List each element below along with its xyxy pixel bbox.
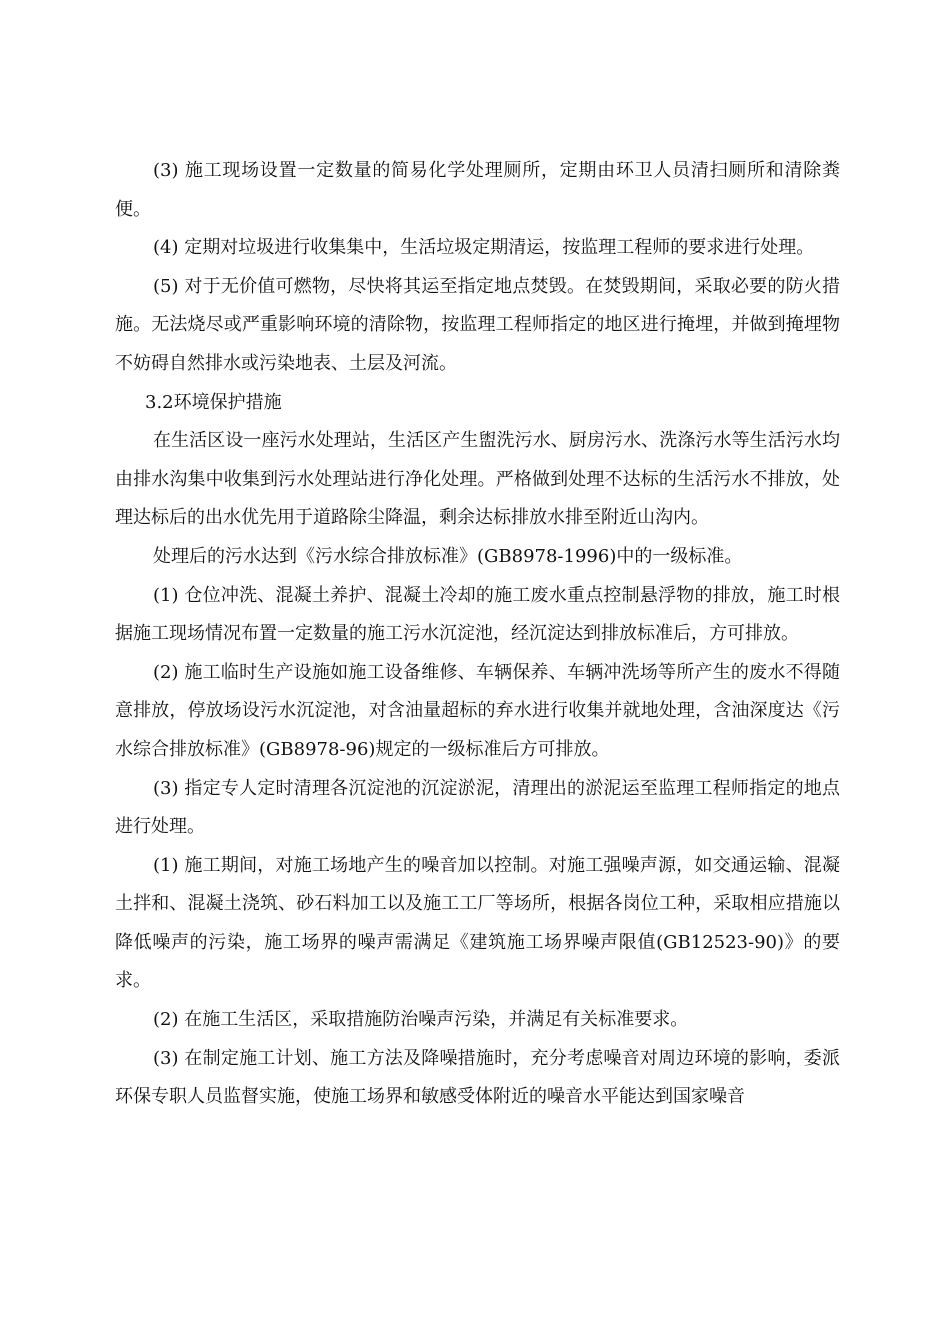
section-heading: 3.2环境保护措施 [145, 391, 282, 413]
paragraph-garbage-collection: (4) 定期对垃圾进行收集集中，生活垃圾定期清运，按监理工程师的要求进行处理。 [153, 237, 815, 259]
paragraph-noise-planning: (3) 在制定施工计划、施工方法及降噪措施时，充分考虑噪音对周边环境的影响，委派环保专职人员监督实施，使施工场界和敏感受体附近的噪音水平能达到国家噪音 [115, 1047, 840, 1108]
paragraph-sewage-station: 在生活区设一座污水处理站，生活区产生盥洗污水、厨房污水、洗涤污水等生活污水均由排水沟集中收集到污水处理站进行净化处理。严格做到处理不达标的生活污水不排放，处理达标后的出水优先用于道路除尘降温，剩余达标排放水排至附近山沟内。 [115, 430, 840, 529]
paragraph-living-area-noise: (2) 在施工生活区，采取措施防治噪声污染，并满足有关标准要求。 [153, 1009, 689, 1031]
paragraph-construction-wastewater: (1) 仓位冲洗、混凝土养护、混凝土冷却的施工废水重点控制悬浮物的排放，施工时根据施工现场情况布置一定数量的施工污水沉淀池，经沉淀达到排放标准后，方可排放。 [115, 584, 840, 645]
paragraph-combustible-disposal: (5) 对于无价值可燃物，尽快将其运至指定地点焚毁。在焚毁期间，采取必要的防火措施。无法烧尽或严重影响环境的清除物，按监理工程师指定的地区进行掩埋，并做到掩埋物不妨碍自然排水或污染地表、土层及河流。 [115, 275, 840, 374]
document-body [115, 152, 840, 1117]
paragraph-noise-control: (1) 施工期间，对施工场地产生的噪音加以控制。对施工强噪声源，如交通运输、混凝土拌和、混凝土浇筑、砂石料加工以及施工工厂等场所，根据各岗位工种，采取相应措施以降低噪声的污染，施工场界的噪声需满足《建筑施工场界噪声限值(GB12523-90)》的要求。 [115, 854, 840, 992]
paragraph-toilet-facilities: (3) 施工现场设置一定数量的简易化学处理厕所，定期由环卫人员清扫厕所和清除粪便。 [115, 160, 840, 220]
paragraph-discharge-standard: 处理后的污水达到《污水综合排放标准》(GB8978-1996)中的一级标准。 [153, 545, 743, 567]
paragraph-oily-wastewater: (2) 施工临时生产设施如施工设备维修、车辆保养、车辆冲洗场等所产生的废水不得随意排放，停放场设污水沉淀池，对含油量超标的弃水进行收集并就地处理，含油深度达《污水综合排放标准》(GB8978-96)规定的一级标准后方可排放。 [115, 661, 840, 760]
paragraph-sludge-cleanup: (3) 指定专人定时清理各沉淀池的沉淀淤泥，清理出的淤泥运至监理工程师指定的地点进行处理。 [115, 777, 840, 838]
